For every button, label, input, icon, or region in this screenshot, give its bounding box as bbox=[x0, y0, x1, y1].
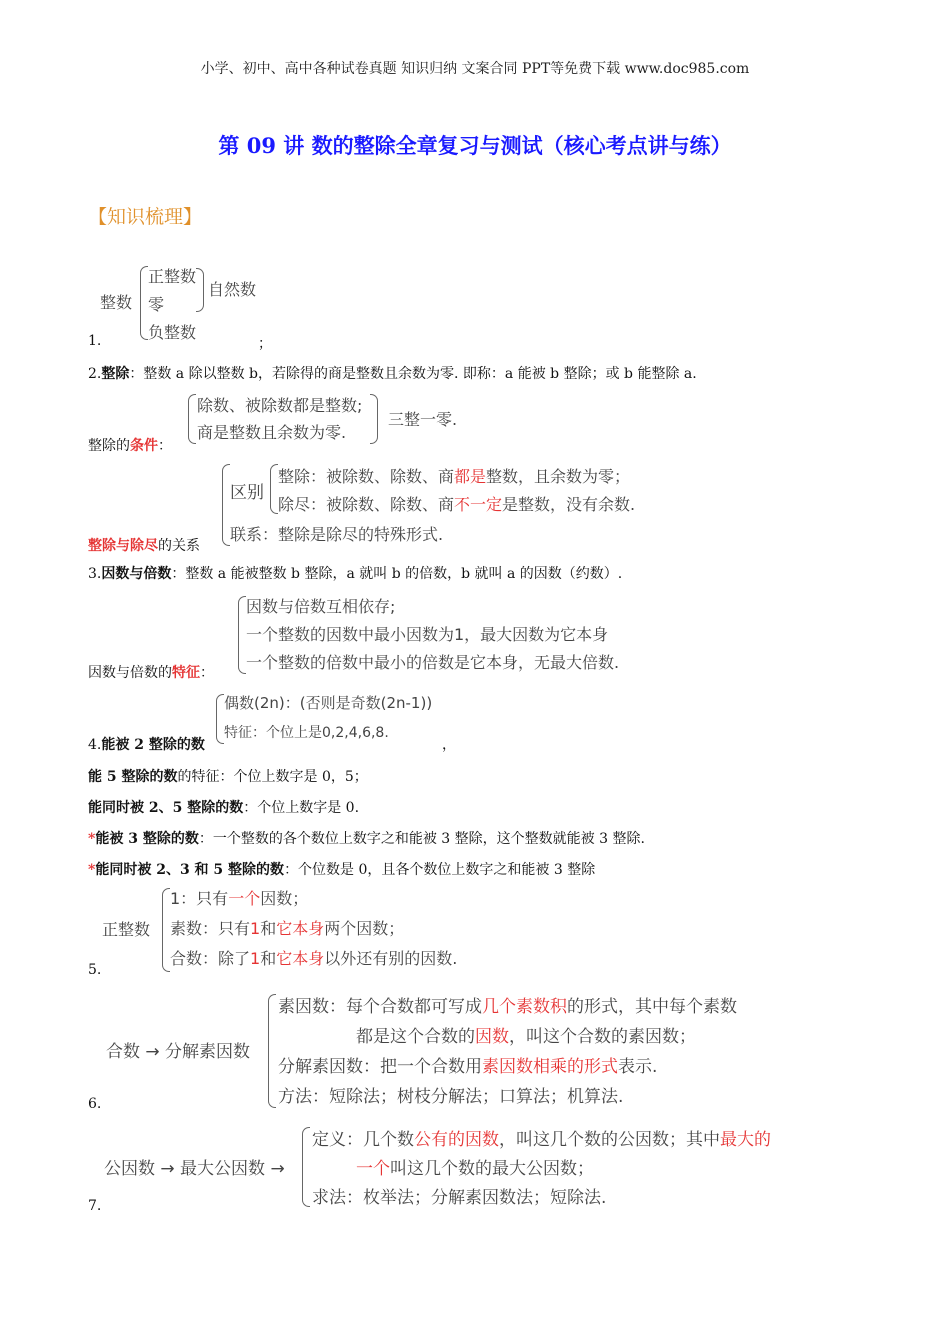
prime-factor-row: 素因数：每个合数都可写成几个素数积的形式，其中每个素数 bbox=[278, 997, 737, 1017]
feature-3: 一个整数的倍数中最小的倍数是它本身，无最大倍数. bbox=[246, 653, 620, 672]
negative-integer: 负整数 bbox=[148, 323, 197, 342]
method-row: 求法：枚举法；分解素因数法；短除法. bbox=[312, 1188, 607, 1208]
even-feature: 特征：个位上是0,2,4,6,8. bbox=[224, 725, 389, 741]
factorization-root: 合数 → 分解素因数 bbox=[106, 1042, 251, 1062]
brace bbox=[162, 888, 170, 972]
relation-label: 整除与除尽的关系 bbox=[88, 538, 200, 554]
item-number: 1. bbox=[88, 333, 102, 349]
definition-row: 定义：几个数公有的因数，叫这几个数的公因数；其中最大的 bbox=[312, 1130, 771, 1150]
semicolon: ； bbox=[258, 336, 272, 352]
natural-number: 自然数 bbox=[208, 280, 257, 299]
item-number: 6. bbox=[88, 1096, 102, 1112]
condition-b: 商是整数且余数为零. bbox=[197, 423, 347, 442]
section-heading: 【知识梳理】 bbox=[88, 206, 203, 228]
page-header: 小学、初中、高中各种试卷真题 知识归纳 文案合同 PPT等免费下载 www.doc985.com bbox=[200, 61, 750, 77]
feature-2: 一个整数的因数中最小因数为1，最大因数为它本身 bbox=[246, 625, 609, 644]
feature-label: 因数与倍数的特征： bbox=[88, 665, 214, 681]
item-number: 5. bbox=[88, 962, 102, 978]
brace bbox=[188, 394, 196, 444]
brace bbox=[140, 266, 148, 340]
difference-divisible: 整除：被除数、除数、商都是整数，且余数为零； bbox=[278, 467, 631, 486]
method-row: 方法：短除法；树枝分解法；口算法；机算法. bbox=[278, 1087, 624, 1107]
brace-right bbox=[196, 268, 204, 312]
prime-row: 素数：只有1和它本身两个因数； bbox=[170, 919, 405, 938]
common-factor-root: 公因数 → 最大公因数 → bbox=[104, 1159, 285, 1179]
comma: ， bbox=[442, 737, 456, 753]
brace bbox=[270, 464, 278, 514]
condition-label: 整除的条件： bbox=[88, 438, 172, 454]
condition-a: 除数、被除数都是整数; bbox=[197, 396, 363, 415]
composite-row: 合数：除了1和它本身以外还有别的因数. bbox=[170, 949, 458, 968]
relation-link: 联系：整除是除尽的特殊形式. bbox=[230, 525, 444, 544]
divisible-by-2: 4.能被 2 整除的数 bbox=[88, 737, 205, 753]
brace-right bbox=[370, 394, 378, 444]
feature-1: 因数与倍数互相依存; bbox=[246, 597, 396, 616]
integer-root: 整数 bbox=[100, 293, 133, 312]
positive-integer: 正整数 bbox=[148, 267, 197, 286]
brace bbox=[268, 994, 276, 1108]
even-number: 偶数(2n)：(否则是奇数(2n-1)) bbox=[224, 694, 433, 712]
one-row: 1：只有一个因数； bbox=[170, 889, 309, 908]
brace bbox=[238, 596, 246, 674]
factorize-row: 分解素因数：把一个合数用素因数相乘的形式表示. bbox=[278, 1057, 658, 1077]
factor-multiple-definition: 3.因数与倍数：整数 a 能被整数 b 整除，a 就叫 b 的倍数，b 就叫 a 的因数（约数）. bbox=[88, 566, 623, 582]
definition-row-cont: 一个叫这几个数的最大公因数； bbox=[356, 1159, 594, 1179]
zero: 零 bbox=[148, 295, 165, 314]
item-number: 7. bbox=[88, 1198, 102, 1214]
divisible-by-2-and-5: 能同时被 2、5 整除的数：个位上数字是 0. bbox=[88, 800, 360, 816]
difference-exact: 除尽：被除数、除数、商不一定是整数，没有余数. bbox=[278, 495, 636, 514]
brace bbox=[302, 1127, 310, 1207]
brace bbox=[222, 464, 230, 546]
divisibility-definition: 2.整除：整数 a 除以整数 b，若除得的商是整数且余数为零. 即称：a 能被 b 整除；或 b 能整除 a. bbox=[88, 366, 697, 382]
condition-summary: 三整一零. bbox=[388, 410, 458, 429]
divisible-by-2-3-5: *能同时被 2、3 和 5 整除的数：个位数是 0，且各个数位上数字之和能被 3 整除 bbox=[88, 862, 596, 878]
difference-label: 区别 bbox=[230, 483, 264, 503]
divisible-by-3: *能被 3 整除的数：一个整数的各个数位上数字之和能被 3 整除，这个整数就能被 3 整除. bbox=[88, 831, 645, 847]
divisible-by-5: 能 5 整除的数的特征：个位上数字是 0，5； bbox=[88, 769, 368, 785]
brace bbox=[216, 694, 224, 744]
prime-factor-row-cont: 都是这个合数的因数，叫这个合数的素因数； bbox=[356, 1027, 696, 1047]
positive-integer-root: 正整数 bbox=[102, 920, 151, 939]
page-title: 第 09 讲 数的整除全章复习与测试（核心考点讲与练） bbox=[218, 133, 732, 158]
